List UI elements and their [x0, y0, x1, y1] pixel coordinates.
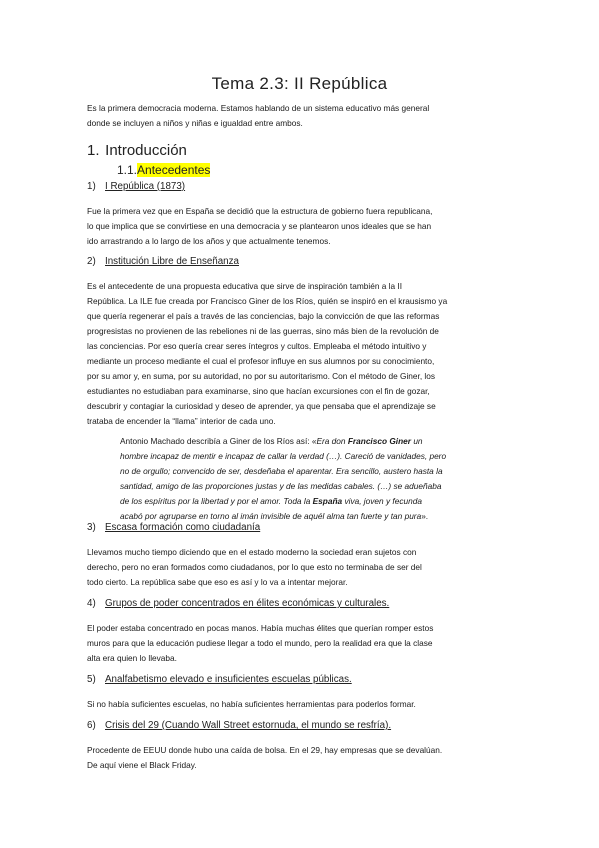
item-heading	[87, 181, 185, 192]
intro-line: donde se incluyen a niños y niñas e igualdad entre ambos.	[87, 118, 303, 128]
paragraph-line: derecho, pero no eran formados como ciudadanos, por lo que esto no terminaba de ser del	[87, 562, 422, 572]
quote-text: de los espíritus por la libertad y por el amor. Toda la	[120, 496, 313, 506]
quote-line	[120, 494, 532, 509]
item-paragraph	[87, 545, 527, 590]
section-heading	[87, 142, 187, 159]
intro-paragraph	[87, 101, 527, 131]
item-paragraph	[87, 279, 527, 429]
paragraph-line: El poder estaba concentrado en pocas manos. Había muchas élites que querían romper estos	[87, 623, 434, 633]
quote-text: Era don	[316, 436, 348, 446]
quote-emphasis: España	[312, 496, 343, 506]
item-heading	[87, 674, 352, 685]
quote-text: viva, joven y fecunda	[342, 496, 422, 506]
subsection-number: 1.1.	[117, 163, 138, 177]
item-paragraph	[87, 743, 527, 773]
paragraph-line: Es el antecedente de una propuesta educativa que sirve de inspiración también a la II	[87, 281, 403, 291]
item-title: Analfabetismo elevado e insuficientes escuelas públicas.	[105, 674, 352, 685]
item-paragraph	[87, 204, 527, 249]
item-heading	[87, 256, 239, 267]
item-paragraph	[87, 621, 527, 666]
item-heading	[87, 720, 391, 731]
item-heading	[87, 598, 389, 609]
paragraph-line: De aquí viene el Black Friday.	[87, 760, 197, 770]
paragraph-line: por su amor y, en suma, por su autoridad, no por su autoritarismo. Con el método de Giner, los	[87, 371, 436, 381]
quote-line	[120, 479, 532, 494]
subsection-label: Antecedentes	[137, 163, 211, 177]
quote-line	[120, 464, 532, 479]
paragraph-line: República. La ILE fue creada por Francisco Giner de los Ríos, quién se inspiró en el krausismo ya	[87, 296, 448, 306]
paragraph-line: ido arrastrando a lo largo de los años y que actualmente tenemos.	[87, 236, 331, 246]
item-title: Crisis del 29 (Cuando Wall Street estornuda, el mundo se resfría).	[105, 720, 392, 731]
quote-text: hombre incapaz de mentir e incapaz de callar la verdad (…). Careció de vanidades, pero	[120, 451, 447, 461]
quote-line	[120, 434, 532, 449]
item-number: 1)	[87, 181, 96, 192]
quote-text: acabó por agruparse en torno al imán invisible de aquél alma tan fuerte y tan pura	[120, 511, 422, 521]
quote-text: un	[411, 436, 423, 446]
paragraph-line: estudiantes no estudiaban para examinarse, sino que hacían excursiones con el fin de gozar,	[87, 386, 430, 396]
section-label: Introducción	[105, 142, 187, 159]
item-number: 6)	[87, 720, 96, 731]
paragraph-line: Fue la primera vez que en España se decidió que la estructura de gobierno fuera republicana,	[87, 206, 433, 216]
item-number: 3)	[87, 522, 96, 533]
quote-text: Antonio Machado describía a Giner de los Ríos así: «	[120, 436, 317, 446]
subsection-heading	[117, 163, 210, 177]
paragraph-line: muros para que la educación pudiese llegar a todo el mundo, pero la realidad era que la clase	[87, 638, 433, 648]
paragraph-line: mediante un proceso mediante el cual el profesor influye en sus alumnos por su conocimiento,	[87, 356, 435, 366]
paragraph-line: trataba de encender la “llama” interior de cada uno.	[87, 416, 276, 426]
quote-text: ».	[421, 511, 429, 521]
item-title: I República (1873)	[105, 181, 186, 192]
paragraph-line: Procedente de EEUU donde hubo una caída de bolsa. En el 29, hay empresas que se devalúan.	[87, 745, 443, 755]
quote-text: santidad, amigo de las proporciones justas y de las medidas cabales. (…) se adueñaba	[120, 481, 442, 491]
item-title: Escasa formación como ciudadanía	[105, 522, 261, 533]
page-title: Tema 2.3: II República	[211, 74, 388, 93]
item-number: 4)	[87, 598, 96, 609]
paragraph-line: descubrir y contagiar la curiosidad y deseo de aprender, ya que pensaba que el aprendizaje se	[87, 401, 436, 411]
paragraph-line: que quería regenerar el país a través de las conciencias, bajo la convicción de que las reformas	[87, 311, 440, 321]
item-number: 2)	[87, 256, 96, 267]
item-title: Institución Libre de Enseñanza	[105, 256, 239, 267]
paragraph-line: Si no había suficientes escuelas, no había suficientes herramientas para poderlos formar.	[87, 699, 416, 709]
paragraph-line: las conciencias. Por eso quería crear seres íntegros y cultos. Empleaba el método intuitivo y	[87, 341, 427, 351]
paragraph-line: progresistas no provienen de las rebeliones ni de las guerras, sino más bien de la revolución de	[87, 326, 439, 336]
quote-text: no de orgullo; convencido de ser, desdeñaba el aparentar. Era sencillo, austero hasta la	[120, 466, 443, 476]
paragraph-line: todo cierto. La república sabe que eso es así y lo va a intentar mejorar.	[87, 577, 348, 587]
intro-line: Es la primera democracia moderna. Estamos hablando de un sistema educativo más general	[87, 103, 430, 113]
quote-emphasis: Francisco Giner	[347, 436, 412, 446]
item-heading	[87, 522, 260, 533]
item-paragraph	[87, 697, 527, 712]
paragraph-line: lo que implica que se convirtiese en una democracia y se plantearon unos ideales que se han	[87, 221, 432, 231]
blockquote	[120, 434, 532, 524]
paragraph-line: Llevamos mucho tiempo diciendo que en el estado moderno la sociedad eran sujetos con	[87, 547, 417, 557]
quote-line	[120, 449, 532, 464]
section-number: 1.	[87, 142, 100, 159]
item-number: 5)	[87, 674, 96, 685]
paragraph-line: alta era quien lo llevaba.	[87, 653, 177, 663]
item-title: Grupos de poder concentrados en élites económicas y culturales.	[105, 598, 390, 609]
